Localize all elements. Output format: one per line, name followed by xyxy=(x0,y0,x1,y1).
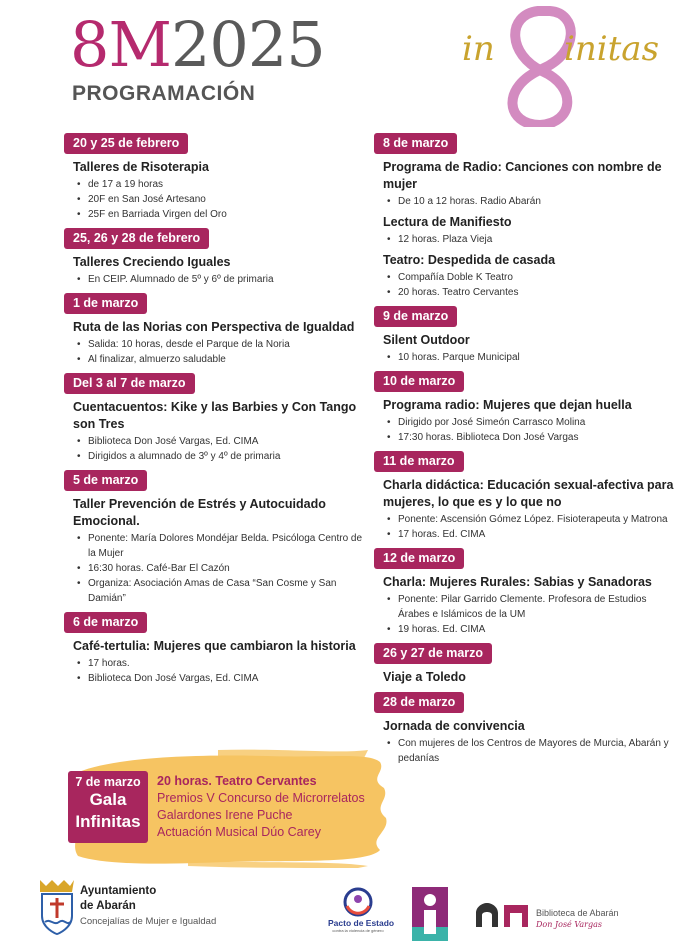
program-section xyxy=(64,470,379,606)
date-badge: 25, 26 y 28 de febrero xyxy=(64,228,209,249)
program-left-column xyxy=(64,133,379,692)
event-detail: • Biblioteca Don José Vargas, Ed. CIMA xyxy=(74,671,369,686)
program-section xyxy=(64,133,379,222)
event-details-list xyxy=(384,592,689,637)
pacto-estado-subtitle: contra la violencia de género xyxy=(332,928,384,933)
pacto-estado-logo xyxy=(328,886,395,933)
event-title: Taller Prevención de Estrés y Autocuidado Emocional. xyxy=(73,497,326,528)
event-details-list xyxy=(384,736,689,766)
biblioteca-line1: Biblioteca de Abarán xyxy=(536,908,619,918)
event-detail: • 17 horas. Ed. CIMA xyxy=(384,527,679,542)
ayuntamiento-name xyxy=(80,884,156,914)
event-detail: • Organiza: Asociación Amas de Casa “San Cosme y San Damián” xyxy=(74,576,369,606)
event-title: Charla: Mujeres Rurales: Sabias y Sanadoras xyxy=(383,575,652,589)
event-title: Programa de Radio: Canciones con nombre de mujer xyxy=(383,160,662,191)
event-detail: • 10 horas. Parque Municipal xyxy=(384,350,679,365)
date-badge: 26 y 27 de marzo xyxy=(374,643,492,664)
event-detail: • 17 horas. xyxy=(74,656,369,671)
logo-text-initas: initas xyxy=(564,29,660,69)
program-section xyxy=(374,451,689,542)
gala-name-line2: Infinitas xyxy=(75,812,141,831)
event-details-list xyxy=(74,531,379,606)
ayuntamiento-subtitle: Concejalías de Mujer e Igualdad xyxy=(80,916,217,927)
event-title: Silent Outdoor xyxy=(383,333,470,347)
page-title xyxy=(70,8,325,81)
coat-of-arms-icon xyxy=(36,878,76,936)
pacto-estado-name: Pacto de Estado xyxy=(328,918,395,928)
event-detail: • Ponente: Pilar Garrido Clemente. Profesora de Estudios Árabes e Islámicos de la UM xyxy=(384,592,679,622)
event-details-list xyxy=(384,512,689,542)
event-title: Jornada de convivencia xyxy=(383,719,525,733)
program-section xyxy=(374,692,689,766)
gala-name-line1: Gala xyxy=(89,790,127,809)
event-title: Viaje a Toledo xyxy=(383,670,466,684)
program-right-column xyxy=(374,133,689,772)
gala-detail-line: Actuación Musical Dúo Carey xyxy=(157,825,321,839)
title-8m: 8M xyxy=(70,8,171,81)
infinitas-logo xyxy=(460,5,670,127)
ayuntamiento-line1: Ayuntamiento xyxy=(80,885,157,897)
event-detail: • Al finalizar, almuerzo saludable xyxy=(74,352,369,367)
date-badge: 9 de marzo xyxy=(374,306,457,327)
event-detail: • 20 horas. Teatro Cervantes xyxy=(384,285,679,300)
event-title: Lectura de Manifiesto xyxy=(383,215,512,229)
event-detail: • Con mujeres de los Centros de Mayores de Murcia, Abarán y pedanías xyxy=(384,736,679,766)
program-section xyxy=(374,371,689,445)
program-section xyxy=(64,228,379,287)
biblioteca-line2: Don José Vargas xyxy=(536,920,602,929)
logo-text-in: in xyxy=(462,29,495,69)
event-title: Ruta de las Norias con Perspectiva de Igualdad xyxy=(73,320,355,334)
event-details-list xyxy=(384,415,689,445)
event-detail: • Biblioteca Don José Vargas, Ed. CIMA xyxy=(74,434,369,449)
date-badge: 20 y 25 de febrero xyxy=(64,133,188,154)
event-detail: • 17:30 horas. Biblioteca Don José Vargas xyxy=(384,430,679,445)
gala-detail-line: 20 horas. Teatro Cervantes xyxy=(157,774,317,788)
program-section xyxy=(64,612,379,686)
event-title: Cuentacuentos: Kike y las Barbies y Con Tango son Tres xyxy=(73,400,357,431)
event-details-list xyxy=(384,350,689,365)
gala-date: 7 de marzo xyxy=(75,775,141,789)
gala-detail-line: Galardones Irene Puche xyxy=(157,808,293,822)
event-detail: • Compañía Doble K Teatro xyxy=(384,270,679,285)
program-section xyxy=(374,548,689,637)
date-badge: Del 3 al 7 de marzo xyxy=(64,373,195,394)
program-section xyxy=(64,373,379,464)
biblioteca-icon xyxy=(474,901,530,929)
ayuntamiento-line2: de Abarán xyxy=(80,900,136,912)
program-section xyxy=(64,293,379,367)
date-badge: 1 de marzo xyxy=(64,293,147,314)
event-details-list xyxy=(74,177,379,222)
page-subtitle: PROGRAMACIÓN xyxy=(72,82,256,105)
event-details-list xyxy=(384,232,689,247)
event-detail: • Salida: 10 horas, desde el Parque de la Noria xyxy=(74,337,369,352)
gala-date-badge xyxy=(68,771,148,843)
event-details-list xyxy=(74,656,379,686)
event-detail: • De 10 a 12 horas. Radio Abarán xyxy=(384,194,679,209)
event-title: Teatro: Despedida de casada xyxy=(383,253,556,267)
event-detail: • 12 horas. Plaza Vieja xyxy=(384,232,679,247)
event-detail: • 16:30 horas. Café-Bar El Cazón xyxy=(74,561,369,576)
event-detail: • Dirigido por José Simeón Carrasco Molina xyxy=(384,415,679,430)
event-detail: • 25F en Barriada Virgen del Oro xyxy=(74,207,369,222)
title-year: 2025 xyxy=(170,8,325,81)
date-badge: 5 de marzo xyxy=(64,470,147,491)
event-detail: • Ponente: María Dolores Mondéjar Belda. Psicóloga Centro de la Mujer xyxy=(74,531,369,561)
event-details-list xyxy=(74,337,379,367)
gala-details xyxy=(157,773,365,841)
gala-detail-line: Premios V Concurso de Microrrelatos xyxy=(157,791,365,805)
igualdad-icon xyxy=(412,887,448,941)
date-badge: 8 de marzo xyxy=(374,133,457,154)
date-badge: 28 de marzo xyxy=(374,692,464,713)
event-detail: • En CEIP. Alumnado de 5º y 6º de primaria xyxy=(74,272,369,287)
program-section xyxy=(374,306,689,365)
program-section xyxy=(374,643,689,686)
event-detail: • Ponente: Ascensión Gómez López. Fisioterapeuta y Matrona xyxy=(384,512,679,527)
biblioteca-name xyxy=(536,908,619,930)
program-section xyxy=(374,133,689,300)
date-badge: 11 de marzo xyxy=(374,451,464,472)
event-details-list xyxy=(74,434,379,464)
date-badge: 6 de marzo xyxy=(64,612,147,633)
event-detail: • de 17 a 19 horas xyxy=(74,177,369,192)
event-title: Programa radio: Mujeres que dejan huella xyxy=(383,398,632,412)
pacto-estado-icon xyxy=(338,886,378,918)
event-details-list xyxy=(384,270,689,300)
event-title: Charla didáctica: Educación sexual-afectiva para mujeres, lo que es y lo que no xyxy=(383,478,674,509)
event-detail: • Dirigidos a alumnado de 3º y 4º de primaria xyxy=(74,449,369,464)
event-details-list xyxy=(74,272,379,287)
date-badge: 10 de marzo xyxy=(374,371,464,392)
event-detail: • 19 horas. Ed. CIMA xyxy=(384,622,679,637)
event-title: Talleres de Risoterapia xyxy=(73,160,209,174)
date-badge: 12 de marzo xyxy=(374,548,464,569)
event-detail: • 20F en San José Artesano xyxy=(74,192,369,207)
event-details-list xyxy=(384,194,689,209)
event-title: Talleres Creciendo Iguales xyxy=(73,255,231,269)
event-title: Café-tertulia: Mujeres que cambiaron la historia xyxy=(73,639,356,653)
